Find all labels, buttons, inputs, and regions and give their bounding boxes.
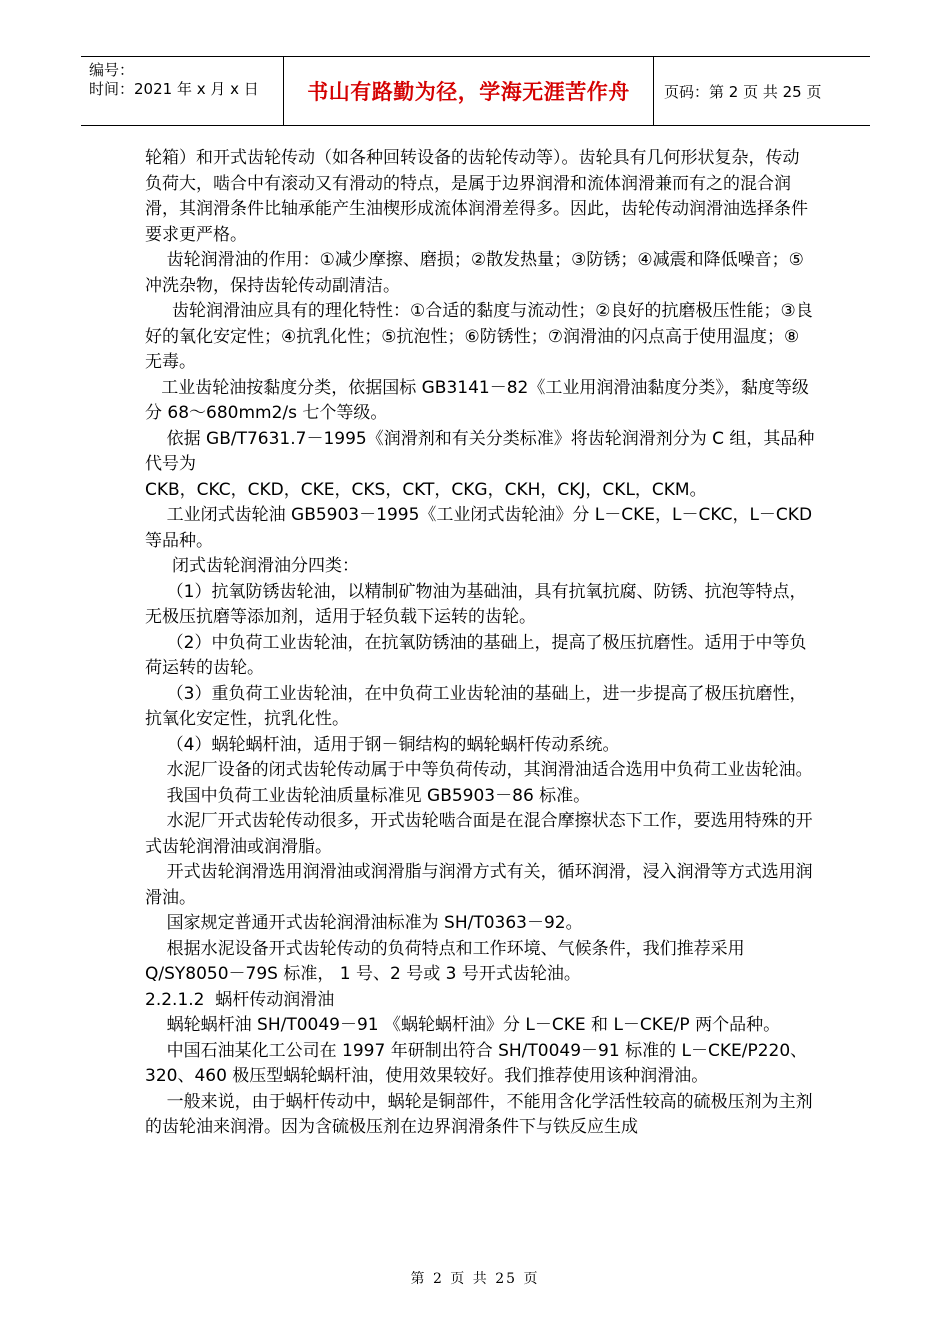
page-footer: 第 2 页 共 25 页 (410, 1271, 540, 1287)
paragraph: 国家规定普通开式齿轮润滑油标准为 SH/T0363－92。 (145, 913, 583, 933)
paragraph: （2）中负荷工业齿轮油，在抗氧防锈油的基础上，提高了极压抗磨性。适用于中等负荷运转的齿轮。 (145, 632, 807, 678)
paragraph: 依据 GB/T7631.7－1995《润滑剂和有关分类标准》将齿轮润滑剂分为 C 组，其品种代号为 (145, 428, 815, 474)
paragraph: 根据水泥设备开式齿轮传动的负荷特点和工作环境、气候条件，我们推荐采用 Q/SY8050－79S 标准， 1 号、2 号或 3 号开式齿轮油。 (145, 938, 751, 984)
paragraph: 轮箱）和开式齿轮传动（如各种回转设备的齿轮传动等）。齿轮具有几何形状复杂，传动负荷大，啮合中有滚动又有滑动的特点，是属于边界润滑和流体润滑兼而有之的混合润滑，其润滑条件比轴承能产生油楔形成流体润滑差得多。因此，齿轮传动润滑油选择条件要求更严格。 (145, 148, 808, 245)
paragraph: 齿轮润滑油应具有的理化特性：①合适的黏度与流动性；②良好的抗磨极压性能；③良好的氧化安定性；④抗乳化性；⑤抗泡性；⑥防锈性；⑦润滑油的闪点高于使用温度；⑧无毒。 (145, 301, 813, 372)
paragraph: 工业闭式齿轮油 GB5903－1995《工业闭式齿轮油》分 L－CKE，L－CKC，L－CKD 等品种。 (145, 505, 818, 551)
header-motto: 书山有路勤为径，学海无涯苦作舟 (284, 57, 654, 125)
paragraph: 我国中负荷工业齿轮油质量标准见 GB5903－86 标准。 (145, 785, 591, 806)
paragraph: 闭式齿轮润滑油分四类： (145, 556, 360, 576)
paragraph: 蜗轮蜗杆油 SH/T0049－91 《蜗轮蜗杆油》分 L－CKE 和 L－CKE/P 两个品种。 (145, 1015, 781, 1035)
paragraph: （3）重负荷工业齿轮油，在中负荷工业齿轮油的基础上，进一步提高了极压抗磨性，抗氧化安定性，抗乳化性。 (145, 683, 807, 729)
paragraph: 工业齿轮油按黏度分类，依据国标 GB3141－82《工业用润滑油黏度分类》，黏度等级分 68～680mm2/s 七个等级。 (145, 377, 809, 423)
header-meta (81, 57, 284, 125)
paragraph: CKB，CKC，CKD，CKE，CKS，CKT，CKG，CKH，CKJ，CKL，CKM。 (145, 479, 707, 500)
paragraph: 水泥厂设备的闭式齿轮传动属于中等负荷传动，其润滑油适合选用中负荷工业齿轮油。 (145, 760, 813, 780)
paragraph: （1）抗氧防锈齿轮油，以精制矿物油为基础油，具有抗氧抗腐、防锈、抗泡等特点，无极压抗磨等添加剂，适用于轻负载下运转的齿轮。 (145, 581, 807, 627)
section-heading: 2.2.1.2 蜗杆传动润滑油 (145, 989, 335, 1010)
header-page-info: 页码：第 2 页 共 25 页 (664, 82, 822, 101)
paragraph: 开式齿轮润滑选用润滑油或润滑脂与润滑方式有关，循环润滑，浸入润滑等方式选用润滑油。 (145, 862, 813, 908)
document-number-label: 编号： (89, 61, 135, 79)
document-body (145, 146, 818, 1141)
paragraph: 水泥厂开式齿轮传动很多，开式齿轮啮合面是在混合摩擦状态下工作，要选用特殊的开式齿轮润滑油或润滑脂。 (145, 811, 813, 857)
paragraph: 齿轮润滑油的作用：①减少摩擦、磨损；②散发热量；③防锈；④减震和降低噪音；⑤冲洗杂物，保持齿轮传动副清洁。 (145, 250, 804, 296)
paragraph: 中国石油某化工公司在 1997 年研制出符合 SH/T0049－91 标准的 L－CKE/P220、320、460 极压型蜗轮蜗杆油，使用效果较好。我们推荐使用该种润滑油。 (145, 1040, 808, 1086)
document-time-label: 时间：2021 年 x 月 x 日 (89, 80, 259, 98)
paragraph: （4）蜗轮蜗杆油，适用于钢－铜结构的蜗轮蜗杆传动系统。 (145, 734, 620, 755)
paragraph: 一般来说，由于蜗杆传动中，蜗轮是铜部件，不能用含化学活性较高的硫极压剂为主剂的齿轮油来润滑。因为含硫极压剂在边界润滑条件下与铁反应生成 (145, 1091, 813, 1137)
page-header (81, 56, 870, 126)
